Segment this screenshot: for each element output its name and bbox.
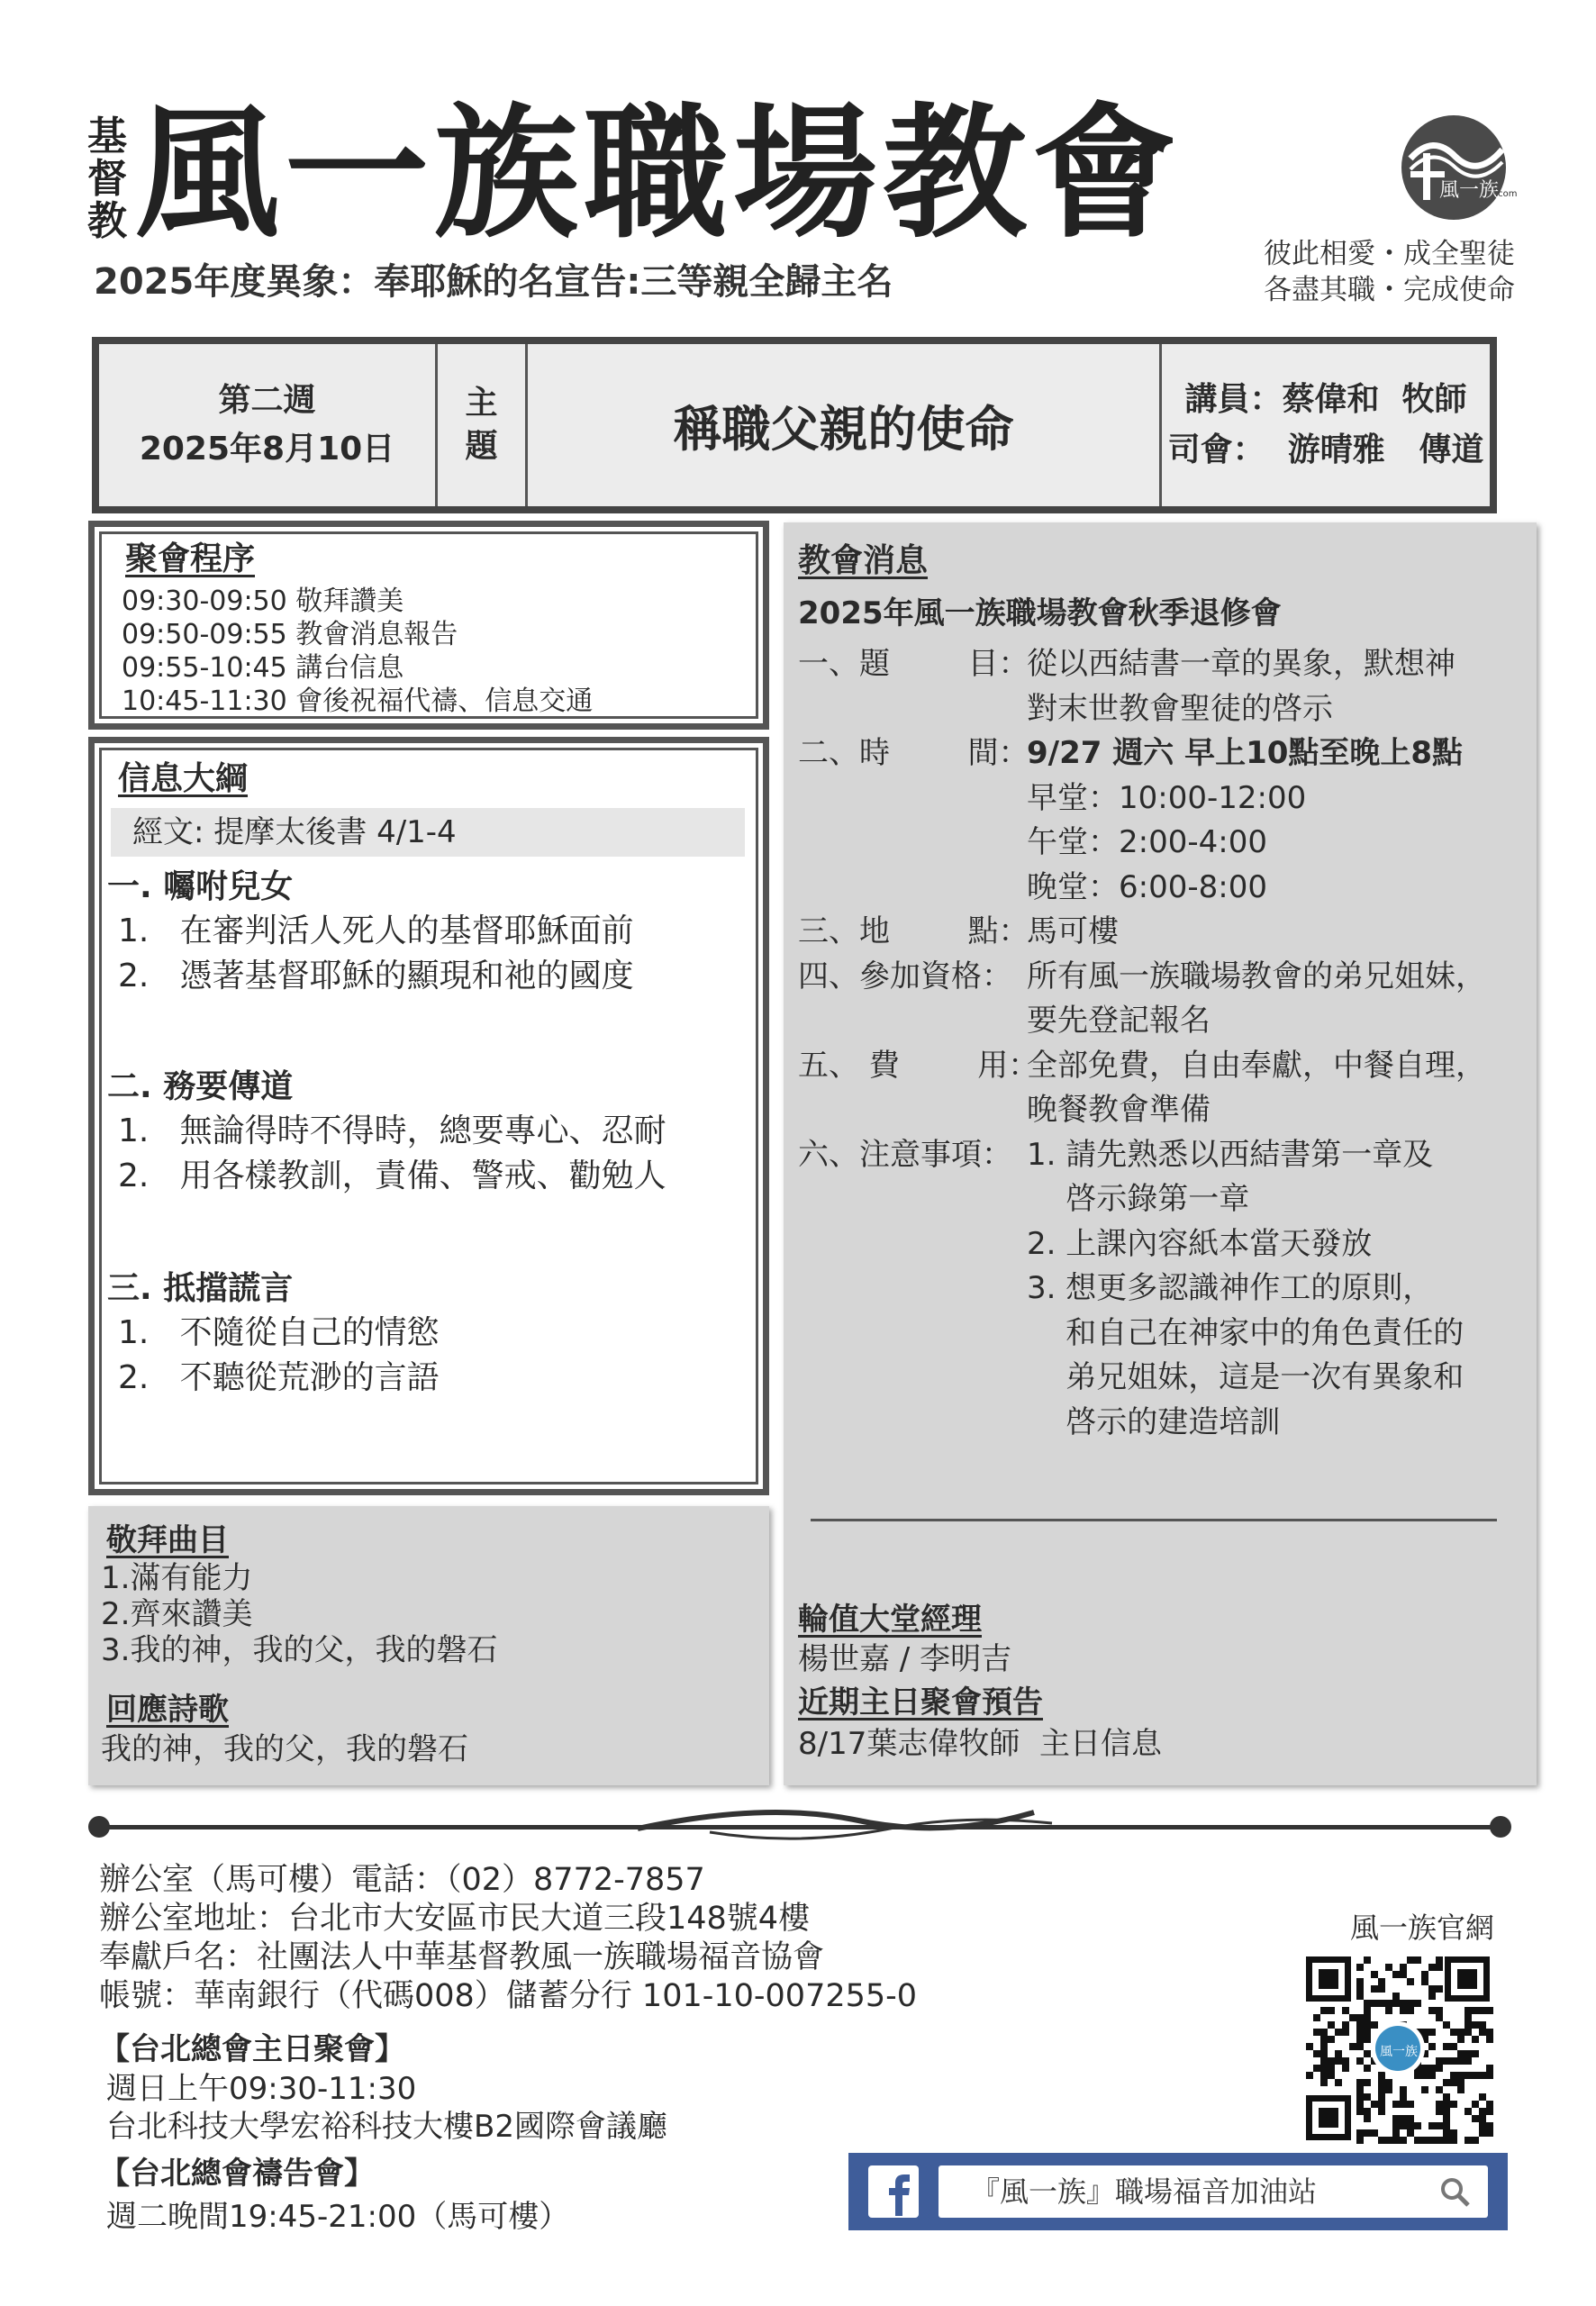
program-item: 09:50-09:55 教會消息報告 xyxy=(122,619,458,650)
motto-line-2: 各盡其職・完成使命 xyxy=(1264,274,1515,306)
website-label: 風一族官網 xyxy=(1349,1911,1494,1945)
response-song-title: 回應詩歌 xyxy=(106,1692,229,1728)
service-info-box xyxy=(92,337,1497,513)
annual-vision: 2025年度異象：奉耶穌的名宣告:三等親全歸主名 xyxy=(94,261,893,303)
program-item: 10:45-11:30 會後祝福代禱、信息交通 xyxy=(122,685,594,717)
song-item: 3.我的神，我的父，我的磐石 xyxy=(101,1632,498,1668)
news-row-label: 一、題 目： xyxy=(798,646,1029,682)
news-row-value: 1. 請先熟悉以西結書第一章及 xyxy=(1027,1136,1434,1173)
news-row-value: 所有風一族職場教會的弟兄姐妹， xyxy=(1027,958,1486,994)
sermon-theme-text: 稱職父親的使命 xyxy=(673,400,1014,458)
outline-heading-1: 一. 囑咐兒女 xyxy=(107,868,294,905)
week-date-cell xyxy=(99,344,438,506)
outline-item: 1. 在審判活人死人的基督耶穌面前 xyxy=(118,912,634,949)
news-row-label: 五、 費 用： xyxy=(798,1047,1039,1084)
news-row-value: 馬可樓 xyxy=(1027,913,1119,949)
outline-item: 2. 不聽從荒渺的言語 xyxy=(118,1359,440,1396)
news-row-value: 9/27 週六 早上10點至晚上8點 xyxy=(1027,735,1464,771)
program-list xyxy=(122,585,593,718)
response-song: 我的神，我的父，我的磐石 xyxy=(101,1731,468,1767)
program-item: 09:55-10:45 講台信息 xyxy=(122,652,404,684)
search-icon[interactable] xyxy=(1437,2174,1474,2211)
christian-label: 基督教 xyxy=(87,113,127,244)
logo-suffix: .com xyxy=(1495,189,1518,199)
host: 司會： 游晴雅 傳道 xyxy=(1167,431,1484,468)
speaker: 講員：蔡偉和 牧師 xyxy=(1184,381,1467,418)
motto-line-1: 彼此相愛・成全聖徒 xyxy=(1264,238,1515,270)
news-row-value: 2. 上課內容紙本當天發放 xyxy=(1027,1225,1373,1262)
song-item: 2.齊來讚美 xyxy=(101,1596,253,1632)
sunday-service-time: 週日上午09:30-11:30 xyxy=(106,2071,417,2107)
news-headline: 2025年風一族職場教會秋季退修會 xyxy=(798,595,1282,631)
theme-label-cell xyxy=(438,344,528,506)
program-panel xyxy=(88,521,769,730)
week-label: 第二週 xyxy=(218,382,316,419)
church-news-panel xyxy=(784,522,1537,1785)
songs-title: 敬拜曲目 xyxy=(106,1522,229,1558)
office-info xyxy=(99,1861,917,2016)
outline-heading-3: 三. 抵擋謊言 xyxy=(107,1270,294,1307)
news-row-value: 啓示錄第一章 xyxy=(1027,1181,1250,1217)
outline-title: 信息大綱 xyxy=(118,760,249,797)
news-row-value: 對末世教會聖徒的啓示 xyxy=(1027,690,1333,727)
office-address: 辦公室地址：台北市大安區市民大道三段148號4樓 xyxy=(99,1901,811,1937)
news-row-label: 二、時 間： xyxy=(798,735,1029,771)
speaker-host-cell xyxy=(1162,344,1490,506)
outline-heading-2: 二. 務要傳道 xyxy=(107,1068,294,1105)
news-row-value: 要先登記報名 xyxy=(1027,1003,1211,1039)
news-row-value: 弟兄姐妹，這是一次有異象和 xyxy=(1027,1359,1465,1395)
news-row-label: 四、參加資格： xyxy=(798,958,1012,994)
facebook-bar[interactable] xyxy=(848,2153,1508,2230)
news-row-label: 三、地 點： xyxy=(798,913,1029,949)
news-row-value: 晚餐教會準備 xyxy=(1027,1092,1211,1128)
news-row-value: 晚堂：6:00-8:00 xyxy=(1027,868,1267,905)
news-row-value: 和自己在神家中的角色責任的 xyxy=(1027,1314,1465,1351)
donation-account-name: 奉獻戶名：社團法人中華基督教風一族職場福音協會 xyxy=(99,1939,825,1975)
facebook-search-box[interactable] xyxy=(939,2165,1488,2218)
sunday-service-info xyxy=(106,2070,667,2146)
lobby-manager-names: 楊世嘉 / 李明吉 xyxy=(798,1641,1012,1677)
upcoming-preview-title: 近期主日聚會預告 xyxy=(798,1684,1043,1720)
sermon-theme xyxy=(528,344,1162,506)
church-name: 風一族職場教會 xyxy=(135,89,1183,258)
bank-account: 帳號：華南銀行（代碼008）儲蓄分行 101-10-007255-0 xyxy=(99,1978,918,2014)
outline-item: 1. 不隨從自己的情慾 xyxy=(118,1314,440,1351)
news-row-value: 3. 想更多認識神作工的原則， xyxy=(1027,1270,1434,1306)
sunday-service-title: 【台北總會主日聚會】 xyxy=(99,2031,405,2067)
facebook-icon[interactable] xyxy=(868,2165,919,2218)
news-row-value: 全部免費，自由奉獻，中餐自理， xyxy=(1027,1047,1486,1084)
prayer-meeting-title: 【台北總會禱告會】 xyxy=(99,2156,375,2192)
songs-list xyxy=(101,1560,497,1668)
outline-item: 2. 憑著基督耶穌的顯現和祂的國度 xyxy=(118,958,634,994)
outline-item: 2. 用各樣教訓，責備、警戒、勸勉人 xyxy=(118,1158,667,1194)
prayer-meeting-time: 週二晚間19:45-21:00（馬可樓） xyxy=(106,2199,570,2235)
logo-text: 風一族 xyxy=(1439,179,1500,202)
outline-item: 1. 無論得時不得時，總要專心、忍耐 xyxy=(118,1112,667,1149)
sunday-service-place: 台北科技大學宏裕科技大樓B2國際會議廳 xyxy=(106,2109,667,2145)
news-row-value: 早堂：10:00-12:00 xyxy=(1027,779,1307,816)
news-row-value: 啓示的建造培訓 xyxy=(1027,1403,1281,1440)
sermon-outline-panel xyxy=(88,737,769,1495)
program-title: 聚會程序 xyxy=(125,540,256,577)
theme-label-1: 主 xyxy=(465,385,498,422)
qr-code-icon[interactable] xyxy=(1302,1953,1493,2144)
church-logo-icon xyxy=(1401,113,1519,231)
news-divider xyxy=(811,1519,1497,1521)
program-item: 09:30-09:50 敬拜讚美 xyxy=(122,586,404,617)
lobby-manager-title: 輪值大堂經理 xyxy=(798,1602,982,1638)
facebook-page-name: 『風一族』職場福音加油站 xyxy=(971,2174,1318,2209)
song-item: 1.滿有能力 xyxy=(101,1560,253,1596)
news-row-label: 六、注意事項： xyxy=(798,1136,1012,1173)
news-title: 教會消息 xyxy=(798,542,929,579)
office-phone: 辦公室（馬可樓）電話：（02）8772-7857 xyxy=(99,1862,705,1898)
ornament-divider xyxy=(79,1793,1520,1865)
motto xyxy=(1207,236,1515,308)
theme-label-2: 題 xyxy=(465,428,498,465)
upcoming-preview-text: 8/17葉志偉牧師 主日信息 xyxy=(798,1726,1162,1762)
scripture-reference: 經文: 提摩太後書 4/1-4 xyxy=(111,808,745,857)
service-date: 2025年8月10日 xyxy=(139,431,395,468)
news-row-value: 午堂：2:00-4:00 xyxy=(1027,824,1267,860)
worship-songs-panel xyxy=(88,1506,769,1785)
qr-logo-text: 風一族 xyxy=(1380,2045,1418,2059)
news-row-value: 從以西結書一章的異象，默想神 xyxy=(1027,646,1455,682)
